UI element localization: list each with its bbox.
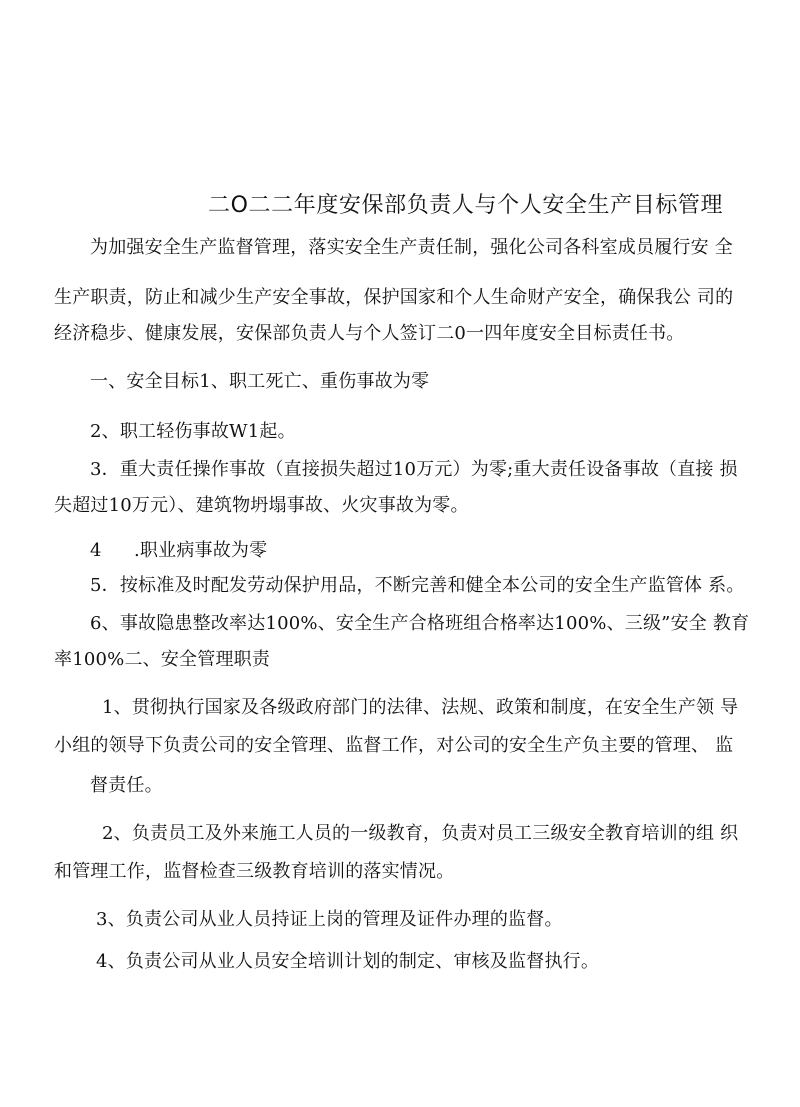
intro-line-3: 经济稳步、健康发展，安保部负责人与个人签订二0一四年度安全目标责任书。	[54, 323, 685, 344]
duty-2-line-1: 2、负责员工及外来施工人员的一级教育，负责对员工三级安全教育培训的组 织	[102, 823, 739, 844]
duty-1-line-3: 督责任。	[90, 775, 163, 796]
duty-4: 4、负责公司从业人员安全培训计划的制定、审核及监督执行。	[96, 951, 600, 972]
goal-item-6-line-1: 6、事故隐患整改率达100%、安全生产合格班组合格率达100%、三级”安全 教育	[90, 613, 750, 634]
intro-line-2: 生产职责，防止和减少生产安全事故，保护国家和个人生命财产安全，确保我公 司的	[54, 287, 734, 308]
goal-item-5: 5．按标准及时配发劳动保护用品，不断完善和健全本公司的安全生产监管体 系。	[90, 575, 745, 596]
duty-3: 3、负责公司从业人员持证上岗的管理及证件办理的监督。	[96, 909, 563, 930]
goal-item-2: 2、职工轻伤事故W1起。	[90, 421, 296, 442]
goal-item-6-line-2: 率100%二、安全管理职责	[54, 649, 271, 670]
duty-1-line-2: 小组的领导下负责公司的安全管理、监督工作，对公司的安全生产负主要的管理、 监	[54, 735, 734, 756]
goal-item-3-line-1: 3．重大责任操作事故（直接损失超过10万元）为零;重大责任设备事故（直接 损	[90, 459, 738, 480]
goal-item-4-text: .职业病事故为零	[134, 540, 268, 561]
goal-item-3-line-2: 失超过10万元）、建筑物坍塌事故、火灾事故为零。	[54, 495, 469, 516]
intro-line-1: 为加强安全生产监督管理，落实安全生产责任制，强化公司各科室成员履行安 全	[90, 237, 733, 258]
duty-2-line-2: 和管理工作，监督检查三级教育培训的落实情况。	[54, 861, 455, 882]
document-title: 二O二二年度安保部负责人与个人安全生产目标管理	[208, 193, 724, 218]
duty-1-line-1: 1、贯彻执行国家及各级政府部门的法律、法规、政策和制度，在安全生产领 导	[102, 697, 739, 718]
goal-item-4-number: 4	[90, 540, 102, 561]
goals-heading-item-1: 一、安全目标1、职工死亡、重伤事故为零	[90, 371, 430, 392]
